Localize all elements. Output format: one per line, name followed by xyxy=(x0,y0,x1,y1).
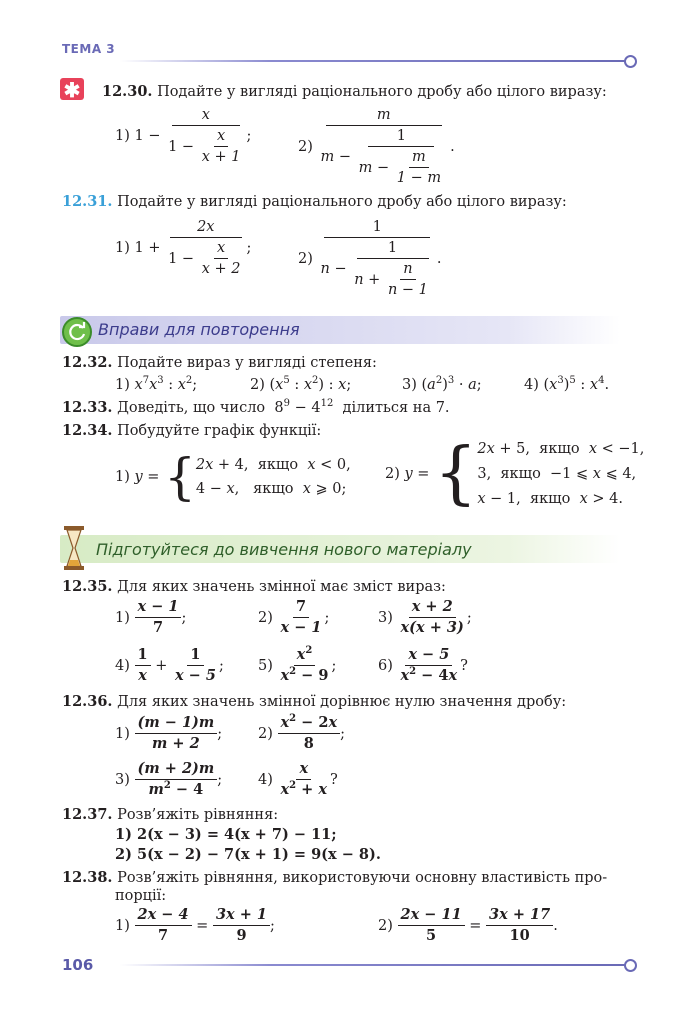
exercise-12-31-part-2: 2) 1 n − 1 n + $\frac{n}{n - 1}$ . xyxy=(298,219,442,298)
exercise-12-31-part-1: 1) 1 + 2x 1 − $\frac{x}{x + 2}$ ; xyxy=(115,219,252,277)
exercise-12-36-part-2: 2) $\frac{x^2 - 2x}{8}$ ; xyxy=(258,713,346,752)
asterisk-icon: ✱ xyxy=(60,78,84,100)
exercise-12-30-part-2: 2) m m − 1 m − $\frac{m}{1 - m}$ . xyxy=(298,107,455,186)
exercise-12-34-part-1: 1) y = { 2x + 4, якщо x < 0, 4 − x, якщо x ⩾ 0; xyxy=(115,448,351,506)
section-prepare-title: Підготуйтеся до вивчення нового матеріалу xyxy=(96,540,472,559)
refresh-icon xyxy=(62,317,92,347)
exercise-12-38-statement xyxy=(62,869,607,887)
exercise-number: 12.36. xyxy=(62,693,113,710)
exercise-12-30-part-1: 1) 1 − x 1 − $\frac{x}{x + 1}$ ; xyxy=(115,107,252,165)
footer-rule-dot xyxy=(624,959,637,972)
exercise-12-38-part-2: 2) $\frac{2x - 11}{5}$ = $\frac{3x + 17}{10}$ . xyxy=(378,906,558,944)
exercise-text: Розв’яжіть рівняння, використовуючи основну властивість про- xyxy=(117,870,608,886)
exercise-12-36-part-4: 4) $\frac{x}{x^2 + x}$ ? xyxy=(258,760,338,798)
hourglass-icon xyxy=(64,526,84,570)
exercise-12-36-statement xyxy=(62,693,566,711)
exercise-12-30-statement xyxy=(102,83,607,101)
exercise-12-37-equation-1: 1) 2(x − 3) = 4(x + 7) − 11; xyxy=(115,826,337,843)
exercise-12-35-part-4: 4) $\frac{1}{x}$ + $\frac{1}{x - 5}$ ; xyxy=(115,646,224,684)
exercise-text: Розв’яжіть рівняння: xyxy=(117,807,279,823)
footer-rule xyxy=(120,964,625,966)
exercise-number: 12.33. xyxy=(62,399,113,416)
exercise-12-36-part-1: 1) $\frac{(m - 1)m}{m + 2}$ ; xyxy=(115,714,223,752)
exercise-12-35-part-3: 3) $\frac{x + 2}{x(x + 3)}$ ; xyxy=(378,598,472,636)
header-rule-dot xyxy=(624,55,637,68)
exercise-number: 12.30. xyxy=(102,83,153,100)
section-review-title: Вправи для повторення xyxy=(98,320,300,339)
exercise-12-38-part-1: 1) $\frac{2x - 4}{7}$ = $\frac{3x + 1}{9}$ ; xyxy=(115,906,275,944)
exercise-12-34-part-2: 2) y = { 2x + 5, якщо x < −1, 3, якщо −1 ⩽ x ⩽ 4, x − 1, якщо x > 4. xyxy=(385,434,645,513)
exercise-12-35-part-5: 5) $\frac{x^2}{x^2 - 9}$ ; xyxy=(258,645,337,684)
exercise-12-35-part-6: 6) $\frac{x - 5}{x^2 - 4x}$ ? xyxy=(378,646,468,684)
exercise-12-38-statement-cont: порції: xyxy=(115,888,167,904)
exercise-12-35-part-1: 1) $\frac{x - 1}{7}$ ; xyxy=(115,598,187,636)
exercise-text: Доведіть, що число xyxy=(117,400,266,416)
page-number: 106 xyxy=(62,956,94,974)
exercise-12-34-statement xyxy=(62,422,321,440)
exercise-12-37-equation-2: 2) 5(x − 2) − 7(x + 1) = 9(x − 8). xyxy=(115,846,381,863)
exercise-12-33-statement: 12.33. Доведіть, що число $8^9 - 4^{12}$ ділиться на 7. xyxy=(62,398,450,416)
exercise-text: Для яких значень змінної дорівнює нулю значення дробу: xyxy=(117,694,567,710)
exercise-number: 12.32. xyxy=(62,354,113,371)
exercise-text: Для яких значень змінної має зміст вираз: xyxy=(117,579,446,595)
exercise-text: Подайте у вигляді раціонального дробу або цілого виразу: xyxy=(157,84,607,100)
exercise-text: Подайте вираз у вигляді степеня: xyxy=(117,355,377,371)
exercise-12-31-statement xyxy=(62,193,567,211)
exercise-number: 12.38. xyxy=(62,869,113,886)
exercise-text: Подайте у вигляді раціонального дробу або цілого виразу: xyxy=(117,194,567,210)
exercise-text: Побудуйте графік функції: xyxy=(117,423,322,439)
exercise-number: 12.31. xyxy=(62,193,113,210)
exercise-number: 12.34. xyxy=(62,422,113,439)
exercise-12-32-statement xyxy=(62,354,377,372)
exercise-12-37-statement xyxy=(62,806,278,824)
exercise-number: 12.37. xyxy=(62,806,113,823)
exercise-text-end: ділиться на 7. xyxy=(342,400,450,416)
header-rule xyxy=(120,60,625,62)
exercise-12-35-part-2: 2) $\frac{7}{x - 1}$ ; xyxy=(258,598,330,636)
exercise-12-35-statement xyxy=(62,578,446,596)
topic-header: ТЕМА 3 xyxy=(62,42,116,56)
exercise-number: 12.35. xyxy=(62,578,113,595)
exercise-12-32-parts: 1) $x^7x^3$ : $x^2$; 2) ($x^5$ : $x^2$) : x; 3) $(a^2)^3 \cdot a$; 4) $(x^3)^5$ : $x^4$. xyxy=(115,375,610,393)
exercise-12-36-part-3: 3) $\frac{(m + 2)m}{m^2 - 4}$ ; xyxy=(115,760,223,798)
